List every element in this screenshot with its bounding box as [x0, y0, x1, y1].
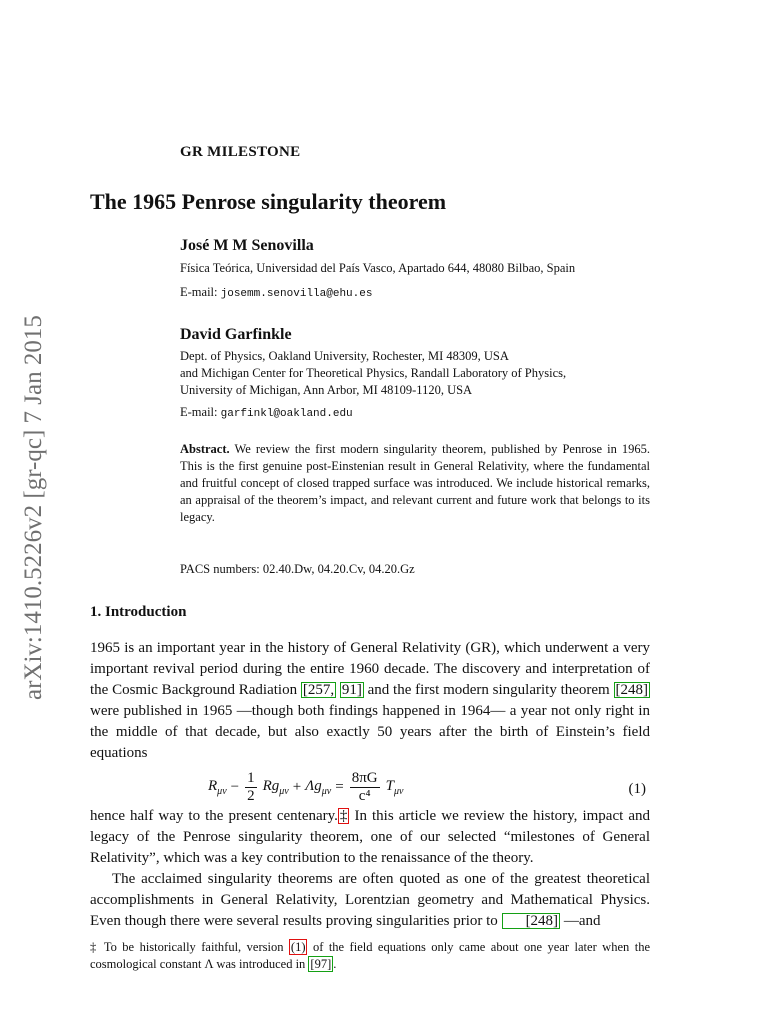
paragraph-text: hence half way to the present centenary.	[90, 808, 338, 824]
footnote-text: .	[333, 957, 337, 971]
paper-title: The 1965 Penrose singularity theorem	[90, 189, 447, 214]
eq-operator: +	[292, 779, 302, 795]
author-name: David Garfinkle	[180, 326, 292, 343]
paragraph-text: In this article we review the history, impact and legacy of the Penrose singularity theorem, one of our selected “milestones of General Relativity”, which was a key contribution to the renaissance of the theory.	[90, 808, 650, 866]
footnote-link[interactable]: ‡	[339, 808, 348, 824]
section-heading	[90, 604, 186, 621]
arxiv-identifier-stamp: arXiv:1410.5226v2 [gr-qc] 7 Jan 2015	[20, 315, 47, 700]
citation-link[interactable]: 91]	[341, 682, 362, 698]
body-paragraph	[90, 869, 650, 932]
eq-numerator: 8πG	[351, 770, 378, 786]
email-label: E-mail:	[180, 285, 218, 299]
eq-denominator: 2	[247, 788, 255, 804]
paragraph-text: 1965 is an important year in the history of General Relativity (GR), which underwent a very important revival period during the entire 1960 decade. The discovery and interpretation of the Cosmic Background Radiation	[90, 640, 650, 698]
affiliation-line: and Michigan Center for Theoretical Physics, Randall Laboratory of Physics,	[180, 366, 567, 380]
field-equation	[90, 764, 650, 812]
author-affiliation	[180, 260, 575, 277]
eq-symbol: Rg	[262, 778, 280, 794]
equation-number: (1)	[628, 781, 646, 797]
paragraph-text: were published in 1965 —though both findings happened in 1964— a year not only right in the middle of that decade, but also exactly 50 years after the birth of Einstein’s field equations	[90, 703, 650, 761]
pacs-numbers: PACS numbers: 02.40.Dw, 04.20.Cv, 04.20.Gz	[180, 562, 415, 576]
affiliation-line: Dept. of Physics, Oakland University, Rochester, MI 48309, USA	[180, 349, 509, 363]
eq-operator: =	[335, 779, 344, 795]
citation-link[interactable]: [248]	[615, 682, 648, 698]
eq-denominator: c⁴	[358, 788, 371, 804]
eq-subscript: μν	[279, 786, 289, 797]
author-affiliation	[180, 348, 566, 399]
author-email-line	[180, 404, 353, 423]
eq-numerator: 1	[247, 770, 255, 786]
footnote-mark: ‡	[90, 940, 99, 954]
email-link[interactable]: josemm.senovilla@ehu.es	[220, 288, 373, 300]
eq-symbol: T	[385, 778, 394, 794]
eq-fraction	[350, 770, 380, 805]
footnote-text: of the field equations only came about one year later when the cosmological constant Λ was introduced in	[90, 940, 650, 971]
abstract	[180, 441, 650, 526]
email-link[interactable]: garfinkl@oakland.edu	[220, 408, 353, 420]
eq-symbol: Λg	[305, 778, 322, 794]
footnote	[90, 939, 650, 973]
equation-link[interactable]: (1)	[290, 940, 306, 954]
series-heading: GR MILESTONE	[180, 144, 301, 160]
paragraph-text: and the first modern singularity theorem	[363, 682, 614, 698]
equation-body	[208, 770, 403, 805]
email-label: E-mail:	[180, 405, 218, 419]
eq-subscript: μν	[393, 786, 404, 797]
author-name: José M M Senovilla	[180, 237, 314, 254]
abstract-label: Abstract.	[180, 442, 230, 456]
section-title: Introduction	[105, 604, 187, 620]
body-paragraph	[90, 806, 650, 869]
eq-subscript: μν	[321, 786, 332, 797]
eq-subscript: μν	[217, 786, 227, 797]
eq-operator: −	[230, 779, 240, 795]
citation-link[interactable]: [97]	[310, 957, 332, 971]
affiliation-line: University of Michigan, Ann Arbor, MI 48109-1120, USA	[180, 383, 473, 397]
paragraph-text: The acclaimed singularity theorems are often quoted as one of the greatest theoretical accomplishments in General Relativity, Lorentzian geometry and Mathematical Physics. Even though there were several results proving singularities prior to	[90, 871, 650, 929]
affiliation-line: Física Teórica, Universidad del País Vasco, Apartado 644, 48080 Bilbao, Spain	[180, 261, 576, 275]
section-number: 1.	[90, 604, 102, 620]
abstract-text: We review the first modern singularity theorem, published by Penrose in 1965. This is the first genuine post-Einstenian result in General Relativity, where the fundamental and fruitful concept of closed trapped surface was introduced. We include historical remarks, an appraisal of the theorem’s impact, and relevant current and future work that belongs to its legacy.	[180, 442, 650, 524]
paragraph-text: —and	[560, 913, 601, 929]
eq-symbol: R	[208, 778, 218, 794]
eq-fraction	[245, 770, 257, 805]
body-paragraph	[90, 638, 650, 764]
citation-link[interactable]: [248]	[502, 913, 561, 929]
author-email-line	[180, 284, 372, 303]
citation-link[interactable]: [257,	[302, 682, 335, 698]
footnote-text: To be historically faithful, version	[98, 940, 289, 954]
